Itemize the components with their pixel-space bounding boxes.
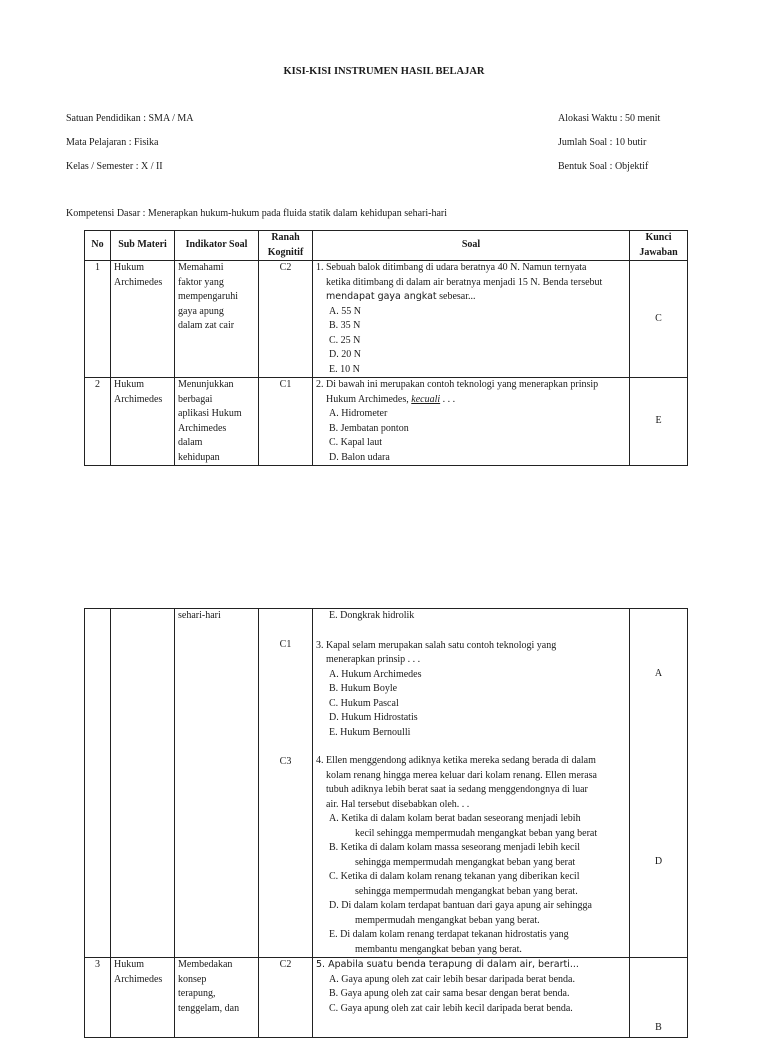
- header-no: No: [85, 231, 111, 261]
- option: D. 20 N: [329, 349, 361, 360]
- satuan-pendidikan: Satuan Pendidikan : SMA / MA: [66, 113, 194, 124]
- kunci-q3: A: [654, 668, 663, 679]
- option: A. Gaya apung oleh zat cair lebih besar daripada berat benda.: [329, 973, 575, 985]
- question-line: [316, 393, 626, 408]
- row-indikator: [175, 261, 259, 378]
- option-line: A. Ketika di dalam kolam berat badan seseorang menjadi lebih: [329, 813, 581, 824]
- emphasis-text: kecuali: [411, 393, 441, 405]
- option: [316, 841, 626, 870]
- row-kunci: B: [630, 958, 688, 1038]
- ind-line: faktor yang: [178, 276, 224, 288]
- ind-line: dalam zat cair: [178, 320, 235, 331]
- kunci-q4: D: [654, 855, 663, 867]
- row-sub-materi: [111, 609, 175, 958]
- ind-line: Menunjukkan: [178, 379, 234, 390]
- row-soal: [313, 958, 630, 1038]
- ind-line: dalam: [178, 437, 203, 448]
- ranah-q3: C1: [279, 639, 292, 650]
- header-sub-materi: Sub Materi: [111, 231, 175, 261]
- option: E. 10 N: [329, 363, 360, 375]
- row-no: 1: [85, 261, 111, 378]
- option-line: membantu mengangkat beban yang berat.: [355, 943, 522, 955]
- question-line: 1. Sebuah balok ditimbang di udara beratnya 40 N. Namun ternyata: [316, 262, 587, 273]
- option-line: sehingga mempermudah mengangkat beban yang berat.: [355, 885, 578, 897]
- ind-line: kehidupan: [178, 451, 220, 463]
- question-line: ketika ditimbang di dalam air beratnya menjadi 15 N. Benda tersebut: [326, 276, 603, 288]
- bentuk-soal: Bentuk Soal : Objektif: [558, 161, 649, 172]
- row-indikator: [175, 609, 259, 958]
- row-ranah: C2: [259, 958, 313, 1038]
- mata-pelajaran: Mata Pelajaran : Fisika: [66, 137, 159, 148]
- table-header-row: [85, 231, 688, 261]
- table-row-continued: [85, 609, 688, 958]
- ind-line: Membedakan: [178, 959, 233, 970]
- header-ranah-line1: Ranah: [271, 232, 300, 243]
- row-indikator: [175, 378, 259, 466]
- option: C. Hukum Pascal: [329, 697, 399, 709]
- header-soal: Soal: [313, 231, 630, 261]
- row-ranah: C1: [259, 378, 313, 466]
- row-ranah: [259, 609, 313, 958]
- option-line: E. Di dalam kolam renang terdapat tekanan hidrostatis yang: [329, 929, 569, 940]
- question-line: [316, 290, 626, 305]
- row-soal: [313, 378, 630, 466]
- ind-line: aplikasi Hukum: [178, 408, 242, 419]
- jumlah-soal: Jumlah Soal : 10 butir: [558, 137, 647, 148]
- row-sub-materi: [111, 261, 175, 378]
- option: E. Dongkrak hidrolik: [329, 610, 415, 621]
- option-line: mempermudah mengangkat beban yang berat.: [355, 914, 540, 926]
- row-kunci: [630, 609, 688, 958]
- header-kunci: [630, 231, 688, 261]
- row-soal: [313, 609, 630, 958]
- header-kunci-line1: Kunci: [645, 232, 672, 243]
- ind-line: Archimedes: [178, 422, 227, 434]
- ind-line: berbagai: [178, 393, 213, 405]
- info-row-3: [66, 161, 706, 172]
- question-line: kolam renang hingga merea keluar dari kolam renang. Ellen merasa: [326, 769, 597, 781]
- info-row-1: [66, 113, 706, 124]
- option-line: C. Ketika di dalam kolam renang tekanan yang diberikan kecil: [329, 871, 580, 882]
- row-sub-materi: [111, 958, 175, 1038]
- row-no: [85, 609, 111, 958]
- option: B. Gaya apung oleh zat cair sama besar dengan berat benda.: [329, 988, 570, 999]
- table-row: [85, 958, 688, 1038]
- option: B. Hukum Boyle: [329, 683, 398, 694]
- ranah-q4: C3: [279, 755, 292, 767]
- option: [316, 870, 626, 899]
- row-soal: [313, 261, 630, 378]
- sub-line: Archimedes: [114, 393, 163, 405]
- sub-line: Archimedes: [114, 973, 163, 985]
- option: D. Hukum Hidrostatis: [329, 712, 418, 723]
- header-kunci-line2: Jawaban: [639, 246, 678, 258]
- option: A. Hidrometer: [329, 408, 388, 419]
- ind-line: terapung,: [178, 988, 216, 999]
- option-line: D. Di dalam kolam terdapat bantuan dari gaya apung air sehingga: [329, 900, 592, 911]
- question-line: 2. Di bawah ini merupakan contoh teknologi yang menerapkan prinsip: [316, 379, 599, 390]
- header-indikator: Indikator Soal: [175, 231, 259, 261]
- row-indikator: [175, 958, 259, 1038]
- option: D. Balon udara: [329, 451, 390, 463]
- kisi-table-page1: [84, 230, 688, 466]
- ind-line: sehari-hari: [178, 610, 221, 621]
- row-kunci: C: [630, 261, 688, 378]
- option: [316, 899, 626, 928]
- question-line: 3. Kapal selam merupakan salah satu contoh teknologi yang: [316, 639, 557, 651]
- ind-line: tenggelam, dan: [178, 1002, 240, 1014]
- sub-line: Archimedes: [114, 276, 163, 288]
- row-no: 2: [85, 378, 111, 466]
- row-ranah: C2: [259, 261, 313, 378]
- option: A. Hukum Archimedes: [329, 668, 422, 680]
- question-text: sebesar...: [436, 291, 476, 302]
- sub-line: Hukum: [114, 379, 144, 390]
- row-sub-materi: [111, 378, 175, 466]
- info-row-2: [66, 137, 706, 148]
- option: A. 55 N: [329, 305, 361, 317]
- option-line: kecil sehingga mempermudah mengangkat beban yang berat: [355, 827, 598, 839]
- question-line: tubuh adiknya lebih berat saat ia sedang menggendongnya di luar: [326, 784, 588, 795]
- question-text: Hukum Archimedes,: [326, 393, 412, 405]
- table-row: [85, 378, 688, 466]
- header-ranah: [259, 231, 313, 261]
- row-no: 3: [85, 958, 111, 1038]
- option: C. Kapal laut: [329, 437, 383, 448]
- option: [316, 928, 626, 957]
- option: B. 35 N: [329, 320, 361, 331]
- kompetensi-dasar: Kompetensi Dasar : Menerapkan hukum-hukum pada fluida statik dalam kehidupan sehari-hari: [66, 208, 447, 219]
- ind-line: konsep: [178, 973, 207, 985]
- sub-line: Hukum: [114, 959, 144, 970]
- table-row: [85, 261, 688, 378]
- question-line: 4. Ellen menggendong adiknya ketika mereka sedang berada di dalam: [316, 755, 596, 766]
- handwritten-question: 5. Apabila suatu benda terapung di dalam air, berarti...: [316, 959, 579, 970]
- alokasi-waktu: Alokasi Waktu : 50 menit: [558, 113, 661, 124]
- ind-line: gaya apung: [178, 305, 224, 317]
- ind-line: mempengaruhi: [178, 291, 238, 302]
- option: C. 25 N: [329, 334, 361, 346]
- option: B. Jembatan ponton: [329, 422, 409, 434]
- question-line: menerapkan prinsip . . .: [326, 654, 421, 665]
- header-ranah-line2: Kognitif: [267, 246, 304, 258]
- option-line: sehingga mempermudah mengangkat beban yang berat: [355, 856, 576, 868]
- question-line: air. Hal tersebut disebabkan oleh. . .: [326, 798, 470, 810]
- option: [316, 812, 626, 841]
- ind-line: Memahami: [178, 262, 224, 273]
- option-line: B. Ketika di dalam kolam massa seseorang menjadi lebih kecil: [329, 842, 581, 853]
- option: C. Gaya apung oleh zat cair lebih kecil daripada berat benda.: [329, 1002, 573, 1014]
- kisi-table-page2: [84, 608, 688, 1038]
- option: E. Hukum Bernoulli: [329, 726, 411, 738]
- handwritten-text: mendapat gaya angkat: [326, 291, 437, 302]
- kelas-semester: Kelas / Semester : X / II: [66, 161, 163, 172]
- document-title: KISI-KISI INSTRUMEN HASIL BELAJAR: [283, 66, 485, 77]
- sub-line: Hukum: [114, 262, 144, 273]
- question-text: . . .: [440, 393, 456, 405]
- row-kunci: E: [630, 378, 688, 466]
